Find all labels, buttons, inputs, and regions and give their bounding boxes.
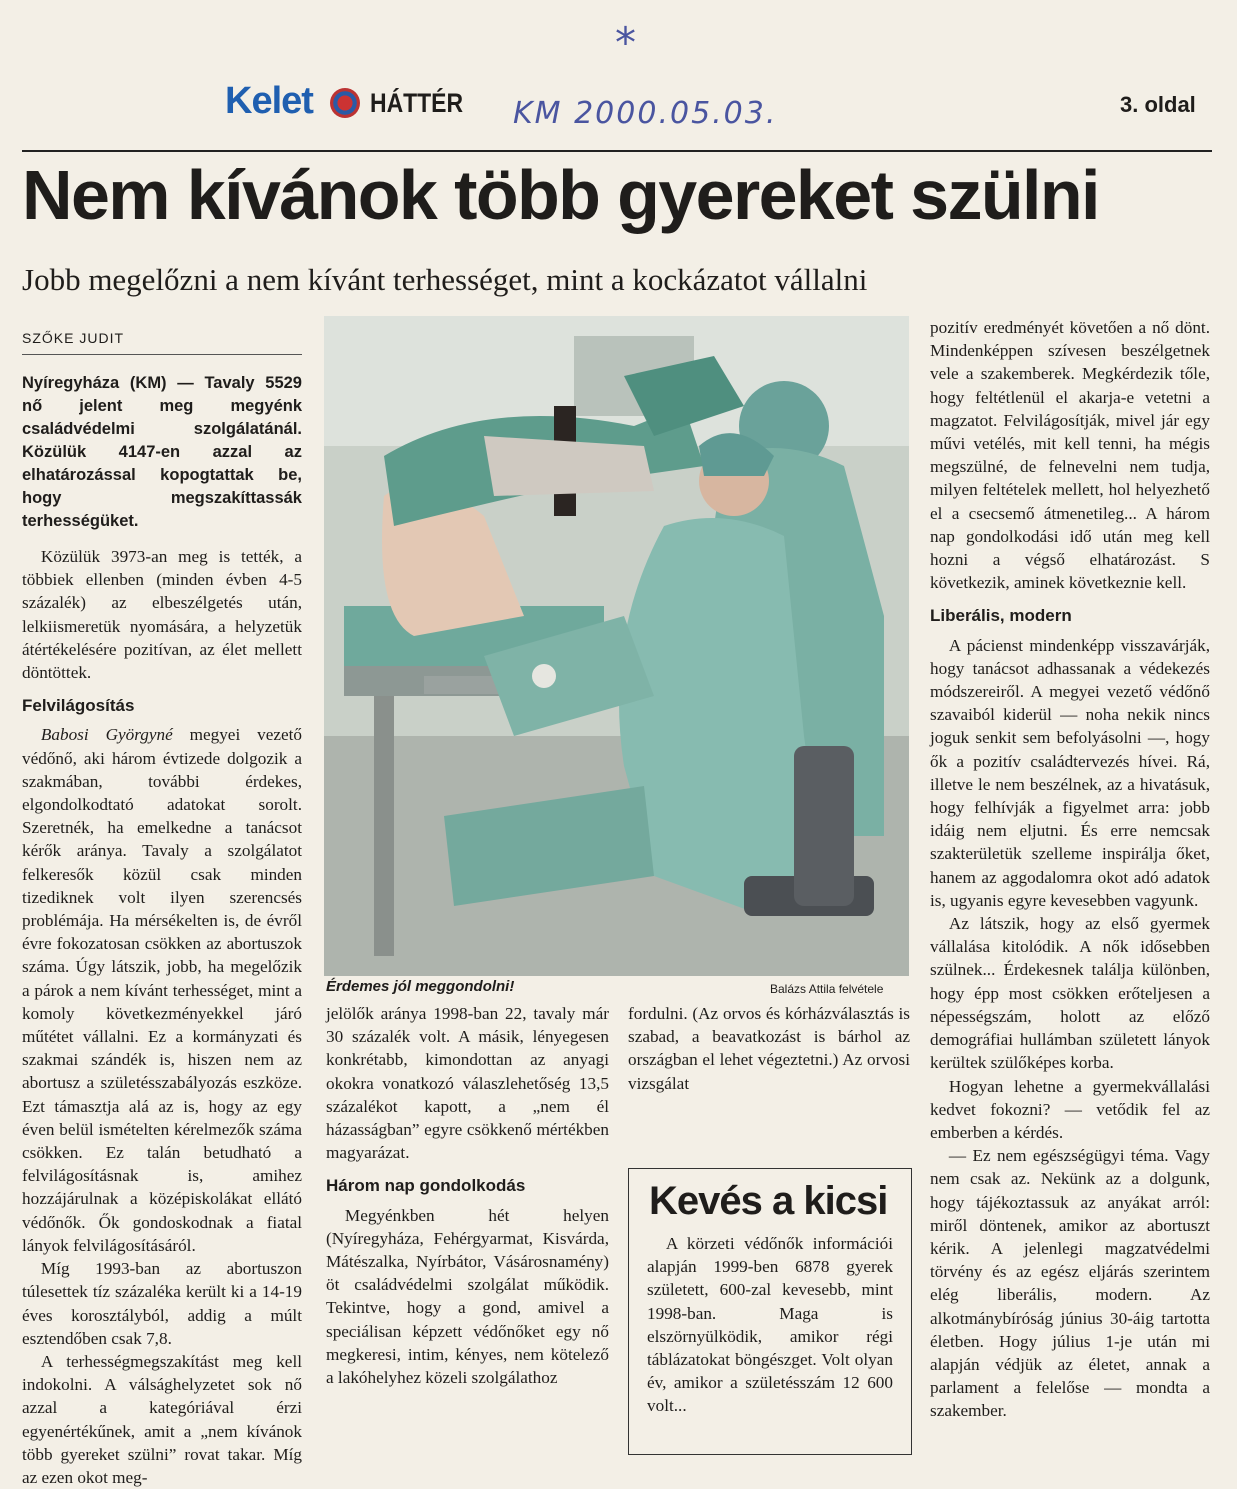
lead-paragraph: Nyíregyháza (KM) — Tavaly 5529 nő jelent meg megyénk családvédelmi szolgálatánál. Közülük 4147-en azzal az elhatározással kopogtattak be, hogy megszakíttassák terhességüket.	[22, 374, 302, 530]
column-1	[22, 372, 302, 1489]
coat-of-arms-icon	[330, 88, 360, 118]
photo-caption: Érdemes jól meggondolni!	[326, 978, 515, 995]
paragraph: Közülük 3973-an meg is tették, a többiek ellenben (minden évben 4-5 százalék) az elbeszélgetés után, lelkiismeretük nyomására, a helyzetük átértékelésére pozitívan, az élet mellett döntöttek.	[22, 547, 302, 683]
article-photo	[324, 316, 909, 976]
paragraph: jelölők aránya 1998-ban 22, tavaly már 30 százalék volt. A másik, lényegesen konkrétabb, kimondottan az anyagi okokra vonatkozó válaszlehetőség 13,5 százalékot kapott, a „nem él házasságban” egyre csökkenő mértékben magyarázat.	[326, 1004, 609, 1163]
paragraph: A pácienst mindenképp visszavárják, hogy tanácsot adhassanak a védekezés módszereiről. A megyei vezető védőnő szavaiból kiderül — noha nekik nincs joguk senkit sem befolyásolni —, hogy ők a pozitív családtervezés hívei. Rá, illetve le nem beszélnek, az a hivatásuk, hogy felhívják a figyelmet arra: jobb idáig nem eljutni. És erre nemcsak szakterületük szelleme inspirálja őket, hanem az aggodalomra okot adó adatok is, ugyanis egyre kevesebben vagyunk.	[930, 635, 1210, 910]
header-rule	[22, 150, 1212, 152]
paragraph	[22, 723, 302, 1257]
column-3	[628, 1002, 910, 1095]
subheadline: Jobb megelőzni a nem kívánt terhességet, mint a kockázatot vállalni	[22, 262, 868, 297]
person-name: Babosi Györgyné	[40, 725, 173, 745]
paragraph: Hogyan lehetne a gyermekvállalási kedvet fokozni? — vetődik fel az emberben a kérdés.	[930, 1076, 1210, 1142]
page-number: 3. oldal	[1120, 92, 1196, 117]
handwritten-date: KM 2000.05.03.	[513, 96, 778, 131]
subheading-liberalis: Liberális, modern	[930, 606, 1072, 626]
photo-credit: Balázs Attila felvétele	[770, 982, 884, 996]
paragraph: pozitív eredményét követően a nő dönt. Mindenképpen szívesen beszélgetnek vele a szakemberek. Megkérdezik tőle, hogy feltétlenül el akarja-e vetetni a magzatot. Felvilágosítják, mivel jár egy művi vetélés, mit kell tenni, ha mégis megszülné, de felnevelni nem tudja, milyen feltételek mellett, hol helyezhető el a csecsemő átmenetileg... A három nap gondolkodási idő után meg kell hozni a végső elhatározást. S következik, aminek következnie kell.	[930, 318, 1210, 593]
paragraph: Az látszik, hogy az első gyermek vállalása kitolódik. A nők idősebben szülnek... Érdekesnek találja különben, hogy épp most csökken erőteljesen a népességszám, holott az előző demográfiai hullámban született lányok kerültek szülőképes korba.	[930, 914, 1210, 1073]
column-4	[930, 316, 1210, 1423]
sidebar-box	[628, 1168, 912, 1455]
paragraph: Míg 1993-ban az abortuszon túlesettek tíz százaléka került ki a 14-19 éves korosztályból, addig a múlt esztendőben csak 7,8.	[22, 1259, 302, 1348]
headline: Nem kívánok több gyereket szülni	[22, 156, 1099, 234]
paragraph: fordulni. (Az orvos és kórházválasztás is szabad, a beavatkozást is bárhol az országban el lehet végeztetni.) Az orvosi vizsgálat	[628, 1004, 910, 1093]
handwritten-mark: *	[615, 18, 636, 67]
section-name: HÁTTÉR	[370, 88, 464, 118]
column-2	[326, 1002, 609, 1389]
subheading-felvilagositas: Felvilágosítás	[22, 696, 135, 716]
box-title: Kevés a kicsi	[649, 1179, 888, 1223]
paragraph: Megyénkben hét helyen (Nyíregyháza, Fehérgyarmat, Kisvárda, Mátészalka, Nyírbátor, Vásárosnamény) öt családvédelmi szolgálat működik. Tekintve, hogy a gond, amivel a speciálisan képzett védőnőket egy nő megkeresi, intim, kényes, nem kötelező a lakóhelyhez közeli szolgálathoz	[326, 1205, 609, 1388]
subheading-harom-nap: Három nap gondolkodás	[326, 1176, 526, 1196]
byline: SZŐKE JUDIT	[22, 330, 302, 355]
paragraph-text: megyei vezető védőnő, aki három évtizede dolgozik a szakmában, további érdekes, elgondolkodtató adatokat sorolt. Szeretnék, ha emelkedne a tanácsot kérők aránya. Tavaly a szolgálatot felkeresők közül csak minden tizediknek volt ilyen szerencsés problémája. Ha mérsékelten is, de évről évre fokozatosan csökken az abortuszok száma. Úgy látszik, jobb, ha megelőzik a párok a nem kívánt terhességet, mint a komoly következményekkel járó műtétet vállalni. Ez a kormányzati és szakmai szándék is, hiszen nem az abortusz a születésszabályozás eszköze. Ezt támasztja alá az is, hogy az egy éven belül ismételten kérelmezők száma csökken. Ez talán betudható a felvilágosításnak is, amihez hozzájárulnak a középiskolákat ellátó védőnők. Ők gondoskodnak a fiatal lányok felvilágosításáról.	[22, 725, 302, 1255]
paragraph: A terhességmegszakítást meg kell indokolni. A válsághelyzetet sok nő azzal a kategóriával érzi egyenértékűnek, amit a „nem kívánok több gyereket szülni” rovat takar. Míg az ezen okot meg-	[22, 1351, 302, 1487]
operating-room-illustration	[324, 316, 909, 976]
newspaper-logo: Kelet	[225, 80, 313, 122]
paragraph: — Ez nem egészségügyi téma. Vagy nem csak az. Nekünk az a dolgunk, hogy tájékoztassuk az anyákat arról: miről döntenek, amikor az abortuszt kérik. A jelenlegi magzatvédelmi törvény és az egész eljárás szerintem elég liberális, modern. Az alkotmánybíróság június 30-áig tartotta életben. Hogy július 1-je után mi alapján védjük az életet, annak a parlament a felelőse — mondta a szakember.	[930, 1146, 1210, 1421]
box-text: A körzeti védőnők információi alapján 1999-ben 6878 gyerek született, 600-zal kevesebb, mint 1998-ban. Maga is elszörnyülködik, amikor régi táblázatokat böngészget. Volt olyan év, amikor a születésszám 12 600 volt...	[647, 1234, 893, 1416]
